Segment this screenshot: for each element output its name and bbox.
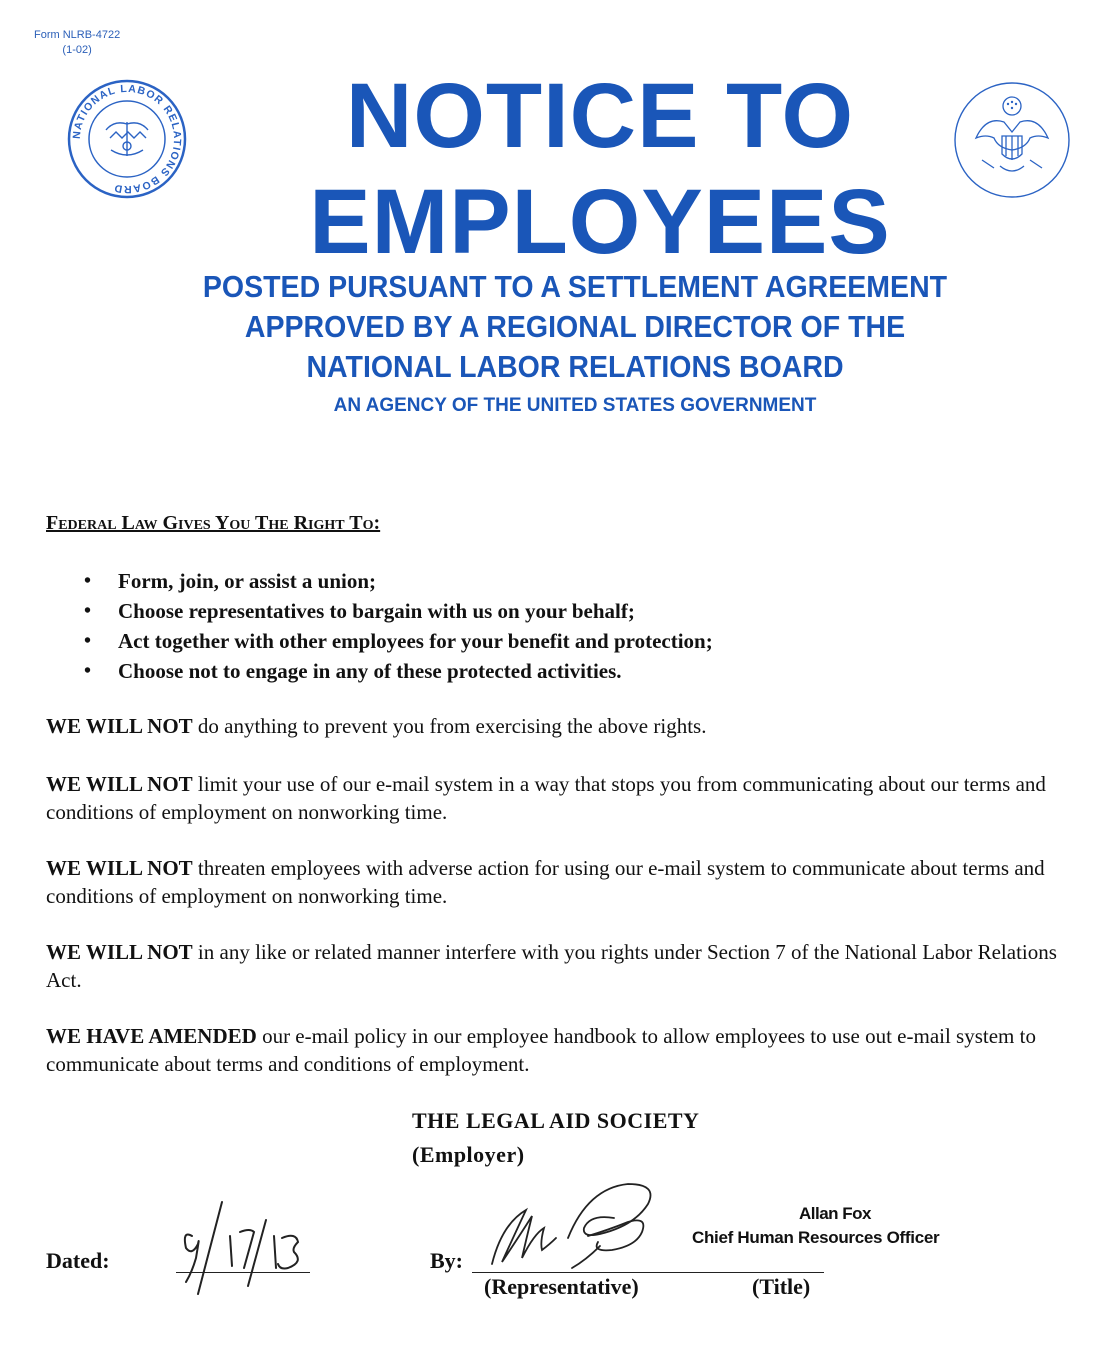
commitment-text: threaten employees with adverse action for using our e-mail system to communicate about terms and conditions of employment on nonworking time. [46, 856, 1045, 908]
representative-line [472, 1272, 824, 1273]
nlrb-seal-icon [66, 78, 188, 200]
notice-title-line-1: NOTICE TO [345, 65, 855, 167]
commitment-text: limit your use of our e-mail system in a way that stops you from communicating about our terms and conditions of employment on nonworking time. [46, 772, 1046, 824]
subtitle-line-3: NATIONAL LABOR RELATIONS BOARD [306, 349, 844, 384]
commitment-paragraph [46, 938, 1076, 994]
signer-title: Chief Human Resources Officer [692, 1228, 940, 1247]
commitment-lead: WE WILL NOT [46, 940, 193, 964]
commitment-paragraph [46, 854, 1076, 910]
form-id-block [34, 28, 120, 58]
rights-list-item: • Form, join, or assist a union; [46, 566, 713, 596]
commitment-paragraph [46, 1022, 1076, 1078]
commitment-paragraph [46, 770, 1076, 826]
signature-mark [478, 1176, 678, 1276]
form-number: Form NLRB-4722 [34, 29, 121, 41]
title-label: (Title) [752, 1274, 811, 1299]
employer-block [412, 1104, 699, 1172]
rights-list-item: • Choose representatives to bargain with us on your behalf; [46, 596, 713, 626]
rights-heading: Federal Law Gives You The Right To: [46, 512, 381, 534]
form-revision: (1-02) [62, 44, 92, 56]
commitment-lead: WE WILL NOT [46, 772, 193, 796]
commitment-lead: WE HAVE AMENDED [46, 1024, 257, 1048]
commitment-text: do anything to prevent you from exercising the above rights. [192, 714, 707, 738]
rights-list-item: • Act together with other employees for your benefit and protection; [46, 626, 713, 656]
commitment-lead: WE WILL NOT [46, 714, 193, 738]
employer-name: THE LEGAL AID SOCIETY [412, 1108, 700, 1133]
commitment-paragraph [46, 712, 1076, 740]
signer-name: Allan Fox [798, 1204, 871, 1223]
rights-list-item: • Choose not to engage in any of these protected activities. [46, 656, 713, 686]
handwritten-date [170, 1196, 310, 1296]
rights-list [46, 566, 713, 686]
us-great-seal-icon [952, 80, 1072, 200]
date-line [176, 1272, 310, 1273]
commitment-text: in any like or related manner interfere with you rights under Section 7 of the National Labor Relations Act. [46, 940, 1057, 992]
commitment-lead: WE WILL NOT [46, 856, 193, 880]
subtitle-line-2: APPROVED BY A REGIONAL DIRECTOR OF THE [244, 309, 906, 344]
by-label: By: [430, 1248, 463, 1273]
representative-label: (Representative) [484, 1274, 639, 1299]
employer-label: (Employer) [412, 1142, 525, 1167]
agency-line: AN AGENCY OF THE UNITED STATES GOVERNMENT [333, 395, 817, 416]
notice-title-line-2: EMPLOYEES [309, 171, 891, 273]
seal-text: NATIONAL LABOR RELATIONS BOARD [70, 82, 184, 196]
subtitle-line-1: POSTED PURSUANT TO A SETTLEMENT AGREEMENT [202, 269, 948, 304]
commitment-text: our e-mail policy in our employee handbook to allow employees to use out e-mail system to communicate about terms and conditions of employment. [46, 1024, 1036, 1076]
dated-label: Dated: [46, 1248, 110, 1273]
